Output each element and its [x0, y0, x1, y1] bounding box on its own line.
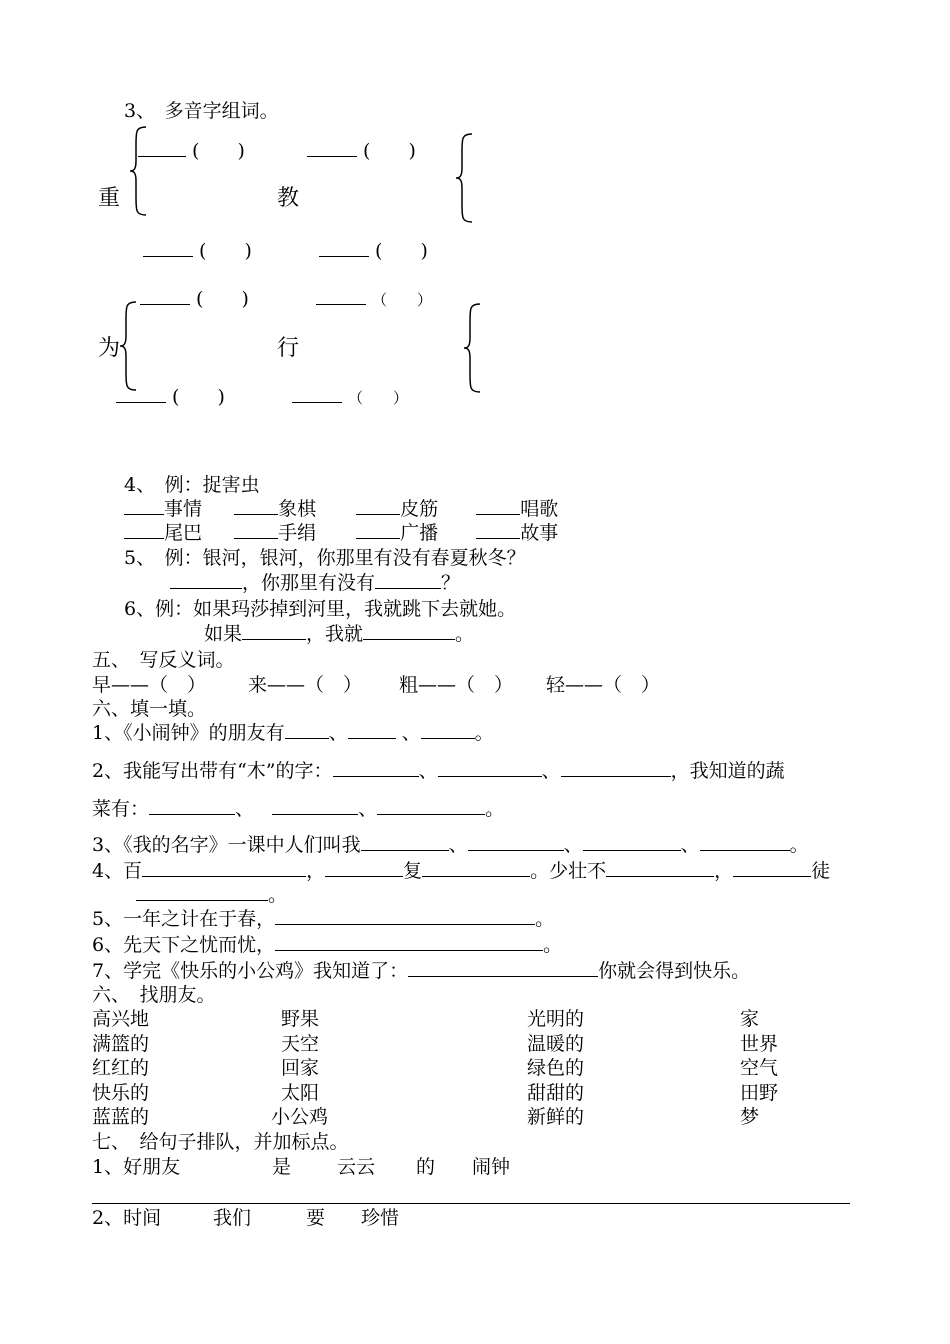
q6-title: 6、例：如果玛莎掉到河里，我就跳下去就她。: [124, 598, 517, 620]
s6-line-5[interactable]: 5、一年之计在于春， 。: [92, 908, 555, 930]
q4-title: 4、 例：捉害虫: [124, 474, 260, 496]
s6-line-7[interactable]: 7、学完《快乐的小公鸡》我知道了： 你就会得到快乐。: [92, 960, 751, 982]
q4-row-1[interactable]: 事情 象棋 皮筋 唱歌: [124, 498, 558, 520]
q3-char-jiao: 教: [277, 186, 300, 211]
match-right-4: 太阳: [281, 1082, 320, 1104]
s7-line-1-word-5: 闹钟: [472, 1156, 511, 1178]
match-left-5: 蓝蓝的: [92, 1106, 150, 1128]
q3-char-wei: 为: [98, 336, 121, 361]
s7-line-2-word-1: 2、时间: [92, 1207, 162, 1229]
s6-line-2[interactable]: 2、我能写出带有“木”的字： 、 、 ，我知道的蔬: [92, 760, 785, 782]
match-right-10: 梦: [740, 1106, 760, 1128]
left-brace-icon: [118, 300, 140, 392]
s5-title: 五、 写反义词。: [92, 649, 235, 671]
s5-item-3[interactable]: 粗——（ ）: [399, 674, 514, 696]
match-right-6: 家: [740, 1008, 760, 1030]
s7-line-1-word-1: 1、好朋友: [92, 1156, 181, 1178]
s6-line-1[interactable]: 1、《小闹钟》的朋友有 、 、 。: [92, 722, 494, 744]
s6-line-6[interactable]: 6、先天下之忧而忧， 。: [92, 934, 563, 956]
match-right-1: 野果: [281, 1008, 320, 1030]
q3-blank-1[interactable]: ( ): [138, 140, 245, 162]
s5-item-4[interactable]: 轻——（ ）: [546, 674, 661, 696]
match-right-7: 世界: [740, 1033, 779, 1055]
q3-blank-6[interactable]: （ ）: [316, 288, 432, 311]
q4-row-2[interactable]: 尾巴 手绢 广播 故事: [124, 522, 558, 544]
q3-blank-5[interactable]: ( ): [140, 288, 249, 310]
q3-char-zhong: 重: [98, 186, 121, 211]
q5-fill[interactable]: ，你那里有没有 ？: [170, 572, 460, 594]
match-left-3: 红红的: [92, 1057, 150, 1079]
right-brace-icon: [462, 302, 484, 394]
s6-line-4[interactable]: 4、百 ， 复 。少壮不 ， 徒: [92, 860, 831, 882]
s7-line-2-word-3: 要: [306, 1207, 326, 1229]
match-left-4: 快乐的: [92, 1082, 150, 1104]
s6-line-3[interactable]: 3、《我的名字》一课中人们叫我 、 、 、 。: [92, 834, 809, 856]
q3-blank-3[interactable]: ( ): [143, 240, 252, 262]
s6-line-4b[interactable]: 。: [136, 884, 287, 906]
match-left-1: 高兴地: [92, 1008, 150, 1030]
s6-line-2b[interactable]: 菜有： 、 、 。: [92, 798, 505, 820]
q6-fill[interactable]: 如果 ，我就 。: [204, 623, 475, 645]
match-left-8: 绿色的: [527, 1057, 585, 1079]
s7-title: 七、 给句子排队，并加标点。: [92, 1131, 349, 1153]
q3-title: 3、 多音字组词。: [124, 100, 279, 122]
s6b-title: 六、 找朋友。: [92, 984, 216, 1006]
s5-item-1[interactable]: 早——（ ）: [92, 674, 207, 696]
q3-blank-7[interactable]: ( ): [116, 386, 225, 408]
q3-char-xing: 行: [277, 336, 300, 361]
q3-blank-8[interactable]: （ ）: [292, 386, 408, 409]
q3-blank-4[interactable]: ( ): [319, 240, 428, 262]
match-right-8: 空气: [740, 1057, 779, 1079]
match-right-5: 小公鸡: [271, 1106, 329, 1128]
match-left-10: 新鲜的: [527, 1106, 585, 1128]
s7-line-1-word-2: 是: [272, 1156, 292, 1178]
match-right-9: 田野: [740, 1082, 779, 1104]
s7-line-1-word-4: 的: [416, 1156, 436, 1178]
match-left-7: 温暖的: [527, 1033, 585, 1055]
answer-line-1[interactable]: [92, 1203, 850, 1204]
right-brace-icon: [454, 132, 476, 224]
s7-line-1-word-3: 云云: [337, 1156, 376, 1178]
s5-item-2[interactable]: 来——（ ）: [248, 674, 363, 696]
match-right-3: 回家: [281, 1057, 320, 1079]
s7-line-2-word-2: 我们: [213, 1207, 252, 1229]
match-left-6: 光明的: [527, 1008, 585, 1030]
match-left-2: 满篮的: [92, 1033, 150, 1055]
match-right-2: 天空: [281, 1033, 320, 1055]
s7-line-2-word-4: 珍惜: [361, 1207, 400, 1229]
q3-blank-2[interactable]: ( ): [307, 140, 416, 162]
s6-title: 六、填一填。: [92, 698, 207, 720]
match-left-9: 甜甜的: [527, 1082, 585, 1104]
left-brace-icon: [128, 125, 150, 217]
q5-title: 5、 例：银河，银河，你那里有没有春夏秋冬？: [124, 547, 526, 569]
